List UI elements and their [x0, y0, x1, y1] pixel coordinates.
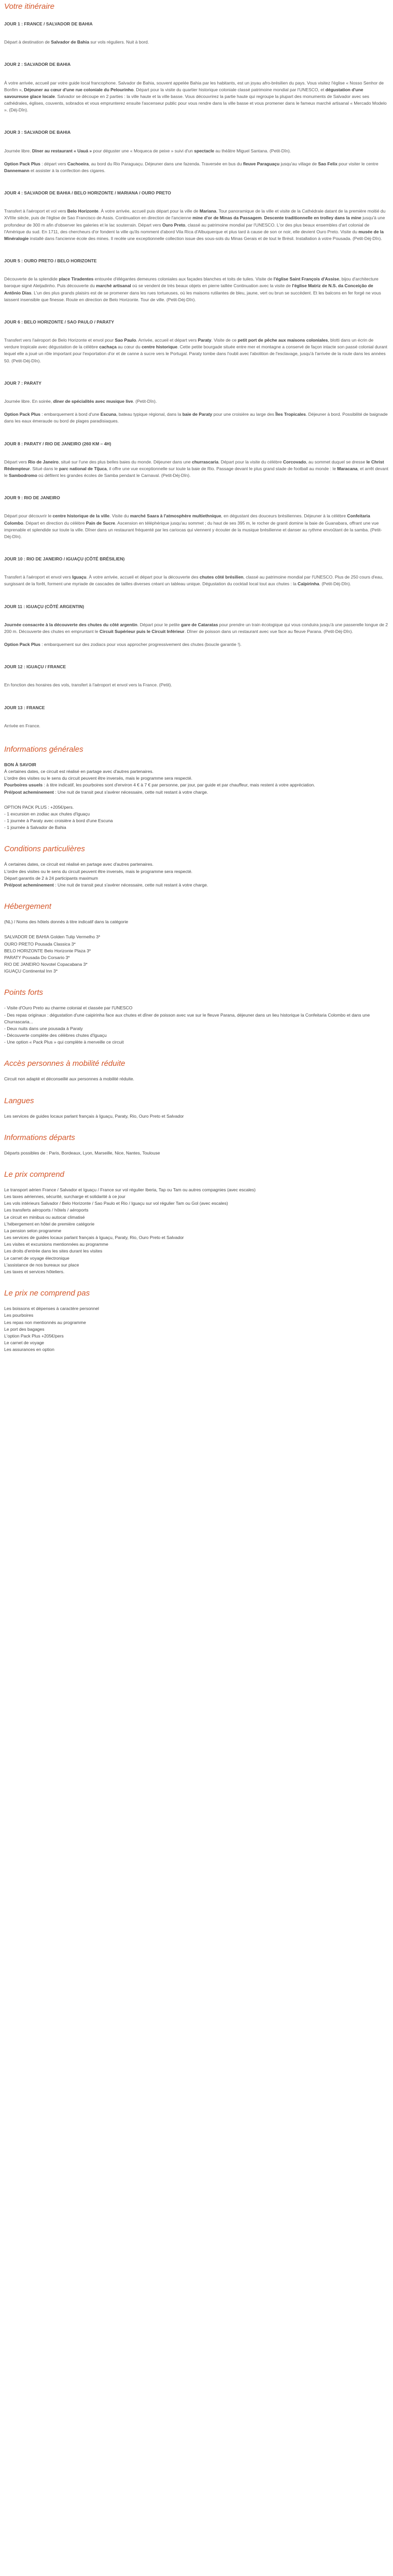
section-block — [4, 919, 389, 925]
body-text: entourée d'élégantes demeures coloniales aux façades blanches et toits de tuiles. Visite de — [93, 276, 274, 282]
body-text: - 1 journée à Paraty avec croisière à bord d'une Escuna — [4, 818, 113, 824]
day-title: JOUR 4 : SALVADOR DE BAHIA / BELO HORIZONTE / MARIANA / OURO PRETO — [4, 190, 171, 196]
highlight-text: gare de Cataratas — [181, 622, 218, 627]
body-text: . — [261, 215, 264, 221]
body-text: : à titre indicatif, les pourboires sont d'environ 4 € à 7 € par personne, par jour, par guide et par chauffeur, mais restent à votre appréciation. — [43, 782, 315, 788]
day-title: JOUR 9 : RIO DE JANEIRO — [4, 495, 60, 501]
section-line — [4, 1312, 389, 1319]
body-text: : départ vers — [40, 161, 67, 166]
section-title: Informations départs — [4, 1133, 75, 1142]
body-text: Les droits d'entrée dans les sites durant les visites — [4, 1248, 103, 1254]
highlight-text: centre historique — [142, 344, 178, 350]
highlight-text: Escuna — [100, 412, 117, 417]
body-text: , et arrêt devant le — [4, 466, 389, 478]
body-text: pour déguster une « Moqueca de peixe » suivi d'un — [92, 148, 194, 153]
highlight-text: Pré/post acheminement — [4, 882, 54, 888]
body-text: : embarquement sur des zodiacs pour vous approcher progressivement des chutes (boucle garantie !). — [40, 642, 242, 647]
section-title: Informations générales — [4, 744, 83, 754]
day-paragraph — [4, 459, 389, 480]
itinerary-title: Votre itinéraire — [4, 2, 54, 11]
body-text: . Déjeuner à bord. Possibilité de baignade dans les eaux émeraude ou bord de plages paradisiaques. — [4, 412, 388, 424]
highlight-text: Caïpirinha — [298, 581, 319, 587]
body-text: pour prendre un train écologique qui vous conduira jusqu'à une passerelle longue de 2 200 m. Découverte des chutes en empruntant le — [4, 622, 388, 634]
highlight-text: Circuit Supérieur puis le Circuit Inférieur — [99, 628, 185, 634]
body-text: En fonction des horaires des vols, transfert à l'aéroport et envol vers la France. (Petit). — [4, 682, 172, 688]
section-line — [4, 968, 389, 975]
body-text: : Une nuit de transit peut s'avérer nécessaire, cette nuit restant à votre charge. — [53, 882, 208, 888]
day-paragraph — [4, 641, 389, 648]
body-text: IGUAÇU Continental Inn 3* — [4, 968, 58, 974]
section-line — [4, 1319, 389, 1326]
body-text: L'ordre des visites ou le sens du circuit peuvent être inversés, mais le programme sera respecté. — [4, 868, 193, 874]
day-paragraph — [4, 398, 389, 405]
section-line — [4, 762, 389, 768]
body-text: . Départ en direction du célèbre — [23, 520, 86, 526]
body-text: , classé au patrimoine mondial par l'UNESCO. L'or des plus beaux ensembles d'art colonial de l'Amérique du sud. En 1711, des chercheurs d'or fondent la ville qu'ils nomment d'abord Vila Rica d'Albuquerque et plus tard à cause de son or noir, elle devient Ouro Preto. Visite du — [4, 222, 370, 234]
day-title: JOUR 2 : SALVADOR DE BAHIA — [4, 62, 71, 67]
highlight-text: Option Pack Plus — [4, 642, 40, 647]
section-block — [4, 1150, 389, 1157]
section-title: Le prix ne comprend pas — [4, 1289, 90, 1298]
body-text: Le carnet de voyage électronique — [4, 1255, 69, 1261]
body-text: , bijou d'architecture baroque signé Aleijadinho. Puis découverte du — [4, 276, 378, 289]
section-line — [4, 1012, 389, 1025]
body-text: (NL) / Noms des hôtels donnés à titre indicatif dans la catégorie — [4, 919, 129, 925]
day-block — [4, 495, 389, 540]
day-paragraph — [4, 39, 389, 46]
section-line — [4, 1214, 389, 1221]
highlight-text: fleuve Paraguaçu — [243, 161, 280, 166]
highlight-text: dîner de spécialités avec musique live — [53, 398, 133, 404]
day-title: JOUR 11 : IGUAÇU (CÔTÉ ARGENTIN) — [4, 603, 85, 609]
highlight-text: petit port de pêche aux maisons coloniales — [237, 337, 328, 343]
section-line — [4, 882, 389, 889]
section-title: Points forts — [4, 988, 44, 997]
body-text: Journée libre. — [4, 148, 32, 153]
day-paragraph — [4, 622, 389, 635]
highlight-text: Sambodromo — [8, 473, 37, 478]
body-text: . Situé dans le — [30, 466, 59, 471]
section-title: Langues — [4, 1096, 34, 1105]
body-text: , classé au patrimoine mondial par l'UNESCO. Plus de 250 cours d'eau, surgissant de la forêt, forment une myriade de cascades de tailles diverses créant un tableau unique. Dégustation du cocktail local tout aux chutes : la — [4, 574, 384, 587]
highlight-text: Déjeuner au cœur d'une rue coloniale du Pelourinho — [24, 87, 134, 92]
section-line — [4, 1340, 389, 1346]
body-text: Circuit non adapté et déconseillé aux personnes à mobilité réduite. — [4, 1076, 134, 1082]
body-text: Les vols intérieurs Salvador / Belo Horizonte / Sao Paulo et Rio / Iguaçu sur vol régulier Tam ou Gol (avec escales) — [4, 1201, 228, 1206]
highlight-text: Dîner au restaurant « Uauá » — [32, 148, 92, 153]
section-line — [4, 775, 389, 782]
day-block — [4, 129, 389, 174]
section-block — [4, 762, 389, 796]
body-text: - Des repas originaux : dégustation d'une caipirinha face aux chutes et dîner de poisson avec vue sur le fleuve Parana, déjeuner dans un lieu historique la Confeitaria Colombo et dans une Churrascaria... — [4, 1012, 370, 1024]
day-title: JOUR 12 : IGUAÇU / FRANCE — [4, 664, 66, 670]
body-text: , en dégustant des douceurs brésiliennes. Déjeuner à la célèbre — [221, 513, 347, 519]
section-line — [4, 1200, 389, 1207]
body-text: Les pourboires — [4, 1313, 34, 1318]
highlight-text: dégustation d'une savoureuse glace locale — [4, 87, 363, 99]
highlight-text: le Christ Rédempteur — [4, 459, 384, 471]
section-line — [4, 811, 389, 818]
section-line — [4, 1326, 389, 1333]
section-line — [4, 1193, 389, 1200]
section-line — [4, 948, 389, 954]
highlight-text: l'église Saint François d'Assise — [273, 276, 340, 282]
highlight-text: Sao Felix — [318, 161, 338, 166]
highlight-text: Paraty — [198, 337, 212, 343]
body-text: - Une option « Pack Plus » qui complète à merveille ce circuit — [4, 1039, 124, 1045]
body-text: . Ascension en téléphérique jusqu'au sommet ; du haut de ses 395 m, le rocher de granit domine la baie de Guanabara, offrant une vue imprenable et splendide sur toute la ville. Dîner dans un restaurant fréquenté par les cariocas qui viennent y écouter de la musique brésilienne et danser au rythme envoûtant de la samba. (Petit-Déj-Dîn). — [4, 520, 382, 539]
highlight-text: Confeitaria Colombo — [4, 513, 370, 526]
highlight-text: Journée consacrée à la découverte des chutes du côté argentin — [4, 622, 137, 627]
body-text: À certaines dates, ce circuit est réalisé en partage avec d'autres partenaires. — [4, 769, 153, 775]
body-text: , il offre une vue exceptionnelle sur toute la baie de Rio. Passage devant le plus grand stade de football au monde : le — [106, 466, 338, 471]
body-text: L'ordre des visites ou le sens du circuit peuvent être inversés, mais le programme sera respecté. — [4, 776, 193, 781]
body-text: PARATY Pousada Do Corsario 3* — [4, 954, 70, 960]
section-block — [4, 861, 389, 889]
section-line — [4, 1113, 389, 1120]
body-text: - Découverte complète des célèbres chutes d'Iguaçu — [4, 1033, 107, 1038]
body-text: : Une nuit de transit peut s'avérer nécessaire, cette nuit restant à votre charge. — [53, 789, 208, 795]
day-block — [4, 705, 389, 729]
body-text: OURO PRETO Pousada Classica 3* — [4, 941, 76, 947]
section-line — [4, 1228, 389, 1234]
section-block — [4, 804, 389, 832]
body-text: Les visites et excursions mentionnées au programme — [4, 1242, 108, 1247]
highlight-text: Mariana — [199, 208, 217, 214]
body-text: - 1 excursion en zodiac aux chutes d'Iguaçu — [4, 811, 90, 817]
body-text: À votre arrivée, accueil par votre guide local francophone. Salvador de Bahia, souvent appelée Bahia par les habitants, est un joyau afro-brésilien du pays. Vous visitez l'église « Nosso Senhor de Bonfim », — [4, 80, 384, 92]
body-text: Les taxes aériennes, sécurité, surcharge et solidarité à ce jour — [4, 1194, 125, 1200]
section-line — [4, 1305, 389, 1312]
body-text: . Cette petite bourgade située entre mer et montagne a conservé de façon intacte son passé colonial durant lequel elle a joué un rôle important pour l'exportation d'or et de canne à sucre vers le Portugal. Paraty tombe dans l'oubli avec l'abolition de l'esclavage, jusqu'à l'arrivée de la route dans les années 50. (Petit-Déj-Dîn). — [4, 344, 388, 363]
day-paragraph — [4, 276, 389, 303]
day-title: JOUR 5 : OURO PRETO / BELO HORIZONTE — [4, 258, 97, 264]
section-line — [4, 1248, 389, 1255]
body-text: - Visite d'Ouro Preto au charme colonial et classée par l'UNESCO — [4, 1005, 133, 1011]
body-text: Les boissons et dépenses à caractère personnel — [4, 1306, 99, 1312]
highlight-text: BON À SAVOIR — [4, 762, 36, 767]
section-line — [4, 824, 389, 831]
section-line — [4, 1076, 389, 1082]
body-text: Arrivée en France. — [4, 723, 40, 728]
highlight-text: chutes côté brésilien — [199, 574, 244, 580]
body-text: À certaines dates, ce circuit est réalisé en partage avec d'autres partenaires. — [4, 862, 153, 867]
body-text: : embarquement à bord d'une — [40, 412, 101, 417]
highlight-text: baie de Paraty — [182, 412, 213, 417]
section-line — [4, 1025, 389, 1032]
body-text: , blotti dans un écrin de verdure tropicale avec dégustation de la célèbre — [4, 337, 374, 350]
highlight-text: Maracana — [337, 466, 358, 471]
body-text: - 1 journée à Salvador de Bahia — [4, 825, 66, 830]
section-line — [4, 1032, 389, 1039]
body-text: pour une croisière au large des — [212, 412, 276, 417]
highlight-text: Corcovado — [283, 459, 306, 464]
section-line — [4, 1221, 389, 1228]
section-line — [4, 1333, 389, 1340]
day-paragraph — [4, 513, 389, 540]
day-block — [4, 258, 389, 303]
body-text: L'hébergement en hôtel de première catégorie — [4, 1221, 95, 1227]
body-text: . L'un des plus grands plaisirs est de se promener dans les rues tortueuses, où les maisons rutilantes de bleu, jaune, vert ou brun se succèdent. Et les balcons en fer forgé ne vous laissent insensible que finesse. Route en direction de Belo Horizonte. Tour de ville. (Petit-Déj-Dîn). — [4, 290, 381, 302]
section-block — [4, 1187, 389, 1275]
section-line — [4, 919, 389, 925]
body-text: . À votre arrivée, accueil puis départ pour la ville de — [98, 208, 200, 214]
body-text: BELO HORIZONTE Belo Horizonte Plaza 3* — [4, 948, 91, 953]
highlight-text: l'église Matriz de N.S. da Conceição de Antônio Dias — [4, 283, 373, 295]
highlight-text: mine d'or de Minas da Passagem — [192, 215, 262, 221]
highlight-text: parc national de Tijuca — [59, 466, 107, 471]
day-paragraph — [4, 682, 389, 688]
body-text: , bateau typique régional, dans la — [116, 412, 183, 417]
highlight-text: Sao Paulo — [115, 337, 136, 343]
highlight-text: Îles Tropicales — [275, 412, 306, 417]
section-line — [4, 789, 389, 796]
body-text: Départ garantis de 2 à 24 participants maximum — [4, 875, 98, 881]
day-paragraph — [4, 411, 389, 425]
section-title: Le prix comprend — [4, 1170, 64, 1179]
day-block — [4, 319, 389, 364]
highlight-text: marché Saara à l'atmosphère multiethnique — [130, 513, 221, 519]
body-text: . Visite du — [109, 513, 130, 519]
highlight-text: Option Pack Plus — [4, 412, 40, 417]
body-text: où se vendent de très beaux objets en pierre taillée Continuation avec la visite de — [131, 283, 292, 289]
highlight-text: Cachoeira — [67, 161, 89, 166]
body-text: . Tour panoramique de la ville et visite de la Cathédrale datant de la première moitié du XVIIIe siècle, puis de l'église de Sao Francisco de Assis. Continuation en direction de l'ancienne — [4, 208, 386, 221]
body-text: , situé sur l'une des plus belles baies du monde. Déjeuner dans une — [58, 459, 192, 464]
body-text: Transfert à l'aéroport et vol vers — [4, 208, 67, 214]
day-block — [4, 190, 389, 242]
section-line — [4, 1187, 389, 1193]
body-text: . Dîner de poisson dans un restaurant avec vue face au fleuve Parana. (Petit-Déj-Dîn). — [184, 628, 353, 634]
section-block — [4, 1113, 389, 1120]
section-title: Accès personnes à mobilité réduite — [4, 1059, 125, 1068]
body-text: . Départ pour la visite du célèbre — [218, 459, 283, 464]
body-text: Départs possibles de : Paris, Bordeaux, Lyon, Marseille, Nice, Nantes, Toulouse — [4, 1150, 160, 1156]
highlight-text: Pourboires usuels — [4, 782, 43, 788]
section-line — [4, 934, 389, 940]
section-line — [4, 782, 389, 789]
day-title: JOUR 3 : SALVADOR DE BAHIA — [4, 130, 71, 135]
section-line — [4, 1039, 389, 1046]
body-text: La pension selon programme — [4, 1228, 62, 1233]
section-line — [4, 1234, 389, 1241]
body-text: Découverte de la splendide — [4, 276, 59, 282]
section-line — [4, 941, 389, 948]
days-list — [4, 21, 389, 729]
body-text: OPTION PACK PLUS : +205€/pers. — [4, 804, 74, 810]
body-text: Le transport aérien France / Salvador et Iguaçu / France sur vol régulier Iberia, Tap ou Tam ou autres compagnies (avec escales) — [4, 1187, 256, 1192]
day-title: JOUR 10 : RIO DE JANEIRO / IGUAÇU (CÔTÉ BRÉSILIEN) — [4, 556, 125, 562]
body-text: . Départ pour la visite du quartier historique coloniale classé patrimoine mondial par l'UNESCO, et — [133, 87, 326, 92]
highlight-text: Ouro Preto — [162, 222, 186, 228]
section-line — [4, 768, 389, 775]
day-paragraph — [4, 80, 389, 114]
day-paragraph — [4, 161, 389, 174]
body-text: Le port des bagages — [4, 1326, 45, 1332]
body-text: Transfert vers l'aéroport de Belo Horizonte et envol pour — [4, 337, 115, 343]
day-block — [4, 556, 389, 588]
body-text: Les assurances en option — [4, 1347, 54, 1353]
body-text: SALVADOR DE BAHIA Golden Tulip Vermelho 3* — [4, 934, 101, 940]
day-block — [4, 61, 389, 114]
body-text: - Deux nuits dans une pousada à Paraty — [4, 1025, 83, 1031]
body-text: Départ à destination de — [4, 39, 51, 45]
body-text: jusqu'au village de — [279, 161, 318, 166]
body-text: Les transferts aéroports / hôtels / aéroports — [4, 1207, 89, 1213]
body-text: Les services de guides locaux parlant français à Iguaçu, Paraty, Rio, Ouro Preto et Salvador — [4, 1113, 184, 1119]
body-text: . Départ pour le petite — [137, 622, 181, 627]
section-line — [4, 1241, 389, 1248]
section-title: Conditions particulières — [4, 844, 85, 854]
section-block — [4, 934, 389, 975]
body-text: , au bord du Rio Paraguaçu. Déjeuner dans une fazenda. Traversée en bus du — [88, 161, 243, 166]
highlight-text: Iguaçu — [72, 574, 87, 580]
body-text: . (Petit-Dîn). — [133, 398, 157, 404]
highlight-text: cachaça — [99, 344, 117, 350]
section-line — [4, 868, 389, 875]
day-paragraph — [4, 574, 389, 587]
highlight-text: Descente traditionnelle en trolley dans la mine — [264, 215, 361, 221]
highlight-text: Dannemann — [4, 167, 30, 173]
section-line — [4, 1269, 389, 1275]
body-text: Les services de guides locaux parlant français à Iguaçu, Paraty, Rio, Ouro Preto et Salvador — [4, 1235, 184, 1241]
body-text: Le carnet de voyage — [4, 1340, 45, 1346]
day-title: JOUR 8 : PARATY / RIO DE JANEIRO (260 KM – 4H) — [4, 441, 111, 446]
section-line — [4, 1255, 389, 1262]
day-paragraph — [4, 208, 389, 242]
highlight-text: Pain de Sucre — [86, 520, 116, 526]
day-paragraph — [4, 148, 389, 154]
body-text: Le circuit en minibus ou autocar climatisé — [4, 1214, 85, 1220]
body-text: . Visite de ce — [211, 337, 238, 343]
body-text: Les taxes et services hôteliers. — [4, 1269, 65, 1274]
highlight-text: Rio de Janeiro — [28, 459, 59, 464]
body-text: Départ pour découvrir le — [4, 513, 53, 519]
body-text: au cœur du — [116, 344, 142, 350]
body-text: jusqu'à une profondeur de 300 m afin d'observer les galeries et le lac souterrain. Départ vers — [4, 215, 385, 228]
body-text: Départ vers — [4, 459, 29, 464]
day-title: JOUR 7 : PARATY — [4, 380, 41, 386]
section-block — [4, 1305, 389, 1353]
section-line — [4, 1005, 389, 1011]
highlight-text: centre historique de la ville — [52, 513, 110, 519]
highlight-text: musée de la Minéralogie — [4, 229, 384, 241]
body-text: sur vols réguliers. Nuit à bord. — [89, 39, 149, 45]
body-text: Journée libre. En soirée, — [4, 398, 53, 404]
section-block — [4, 1005, 389, 1046]
section-line — [4, 961, 389, 968]
section-line — [4, 954, 389, 961]
body-text: pour visiter le centre — [337, 161, 378, 166]
body-text: . (Petit-Déj-Dîn). — [319, 581, 352, 587]
highlight-text: Salvador de Bahia — [51, 39, 89, 45]
day-block — [4, 21, 389, 46]
highlight-text: marché artisanal — [96, 283, 131, 289]
body-text: et assister à la confection des cigares. — [29, 167, 106, 173]
body-text: RIO DE JANEIRO Novotel Copacabana 3* — [4, 962, 88, 967]
highlight-text: Belo Horizonte — [67, 208, 99, 214]
body-text: où défilent les grandes écoles de Samba pendant le Carnaval. (Petit-Déj-Dîn). — [37, 473, 191, 478]
day-block — [4, 441, 389, 480]
highlight-text: place Tiradentes — [59, 276, 94, 282]
highlight-text: churrascaria — [192, 459, 219, 464]
section-line — [4, 1262, 389, 1269]
day-paragraph — [4, 337, 389, 364]
body-text: . Salvador se découpe en 2 parties : la ville haute et la ville basse. Vous découvrirez la partie haute qui regroupe la plupart des monuments de Salvador avec ses cathédrales, églises, couvents, sobrados et vous emprunterez ensuite l'ascenseur public pour vous rendre dans la ville basse et vous promener dans le fameux marché artisanal « Mercado Modelo ». (Déj-Dîn). — [4, 93, 387, 113]
section-line — [4, 804, 389, 811]
day-title: JOUR 6 : BELO HORIZONTE / SAO PAULO / PARATY — [4, 319, 115, 325]
day-title: JOUR 1 : FRANCE / SALVADOR DE BAHIA — [4, 21, 93, 26]
highlight-text: Pré/post acheminement — [4, 789, 54, 795]
day-paragraph — [4, 723, 389, 729]
section-title: Hébergement — [4, 902, 51, 911]
section-line — [4, 875, 389, 882]
day-block — [4, 603, 389, 649]
body-text: L'option Pack Plus +205€/pers — [4, 1333, 64, 1339]
section-line — [4, 861, 389, 868]
highlight-text: Option Pack Plus — [4, 161, 40, 166]
section-block — [4, 1076, 389, 1082]
day-block — [4, 664, 389, 688]
section-line — [4, 1346, 389, 1353]
body-text: . Arrivée, accueil et départ vers — [136, 337, 198, 343]
body-text: L'assistance de nos bureaux sur place — [4, 1262, 79, 1268]
section-line — [4, 818, 389, 824]
body-text: Les repas non mentionnés au programme — [4, 1319, 86, 1325]
day-title: JOUR 13 : FRANCE — [4, 705, 45, 710]
body-text: , au sommet duquel se dresse — [306, 459, 367, 464]
section-line — [4, 1207, 389, 1214]
info-sections — [4, 745, 389, 1353]
day-block — [4, 380, 389, 425]
highlight-text: spectacle — [194, 148, 215, 153]
body-text: . À votre arrivée, accueil et départ pour la découverte des — [86, 574, 200, 580]
body-text: Transfert à l'aéroport et envol vers — [4, 574, 73, 580]
body-text: au théâtre Miguel Santana. (Petit-Dîn). — [214, 148, 291, 153]
body-text: installé dans l'ancienne école des mines. Il recèle une exceptionnelle collection issue des sous-sols du Minas Gerais et de tout le Brésil. Installation à votre Pousada. (Petit-Déj-Dîn). — [29, 235, 382, 241]
section-line — [4, 1150, 389, 1157]
